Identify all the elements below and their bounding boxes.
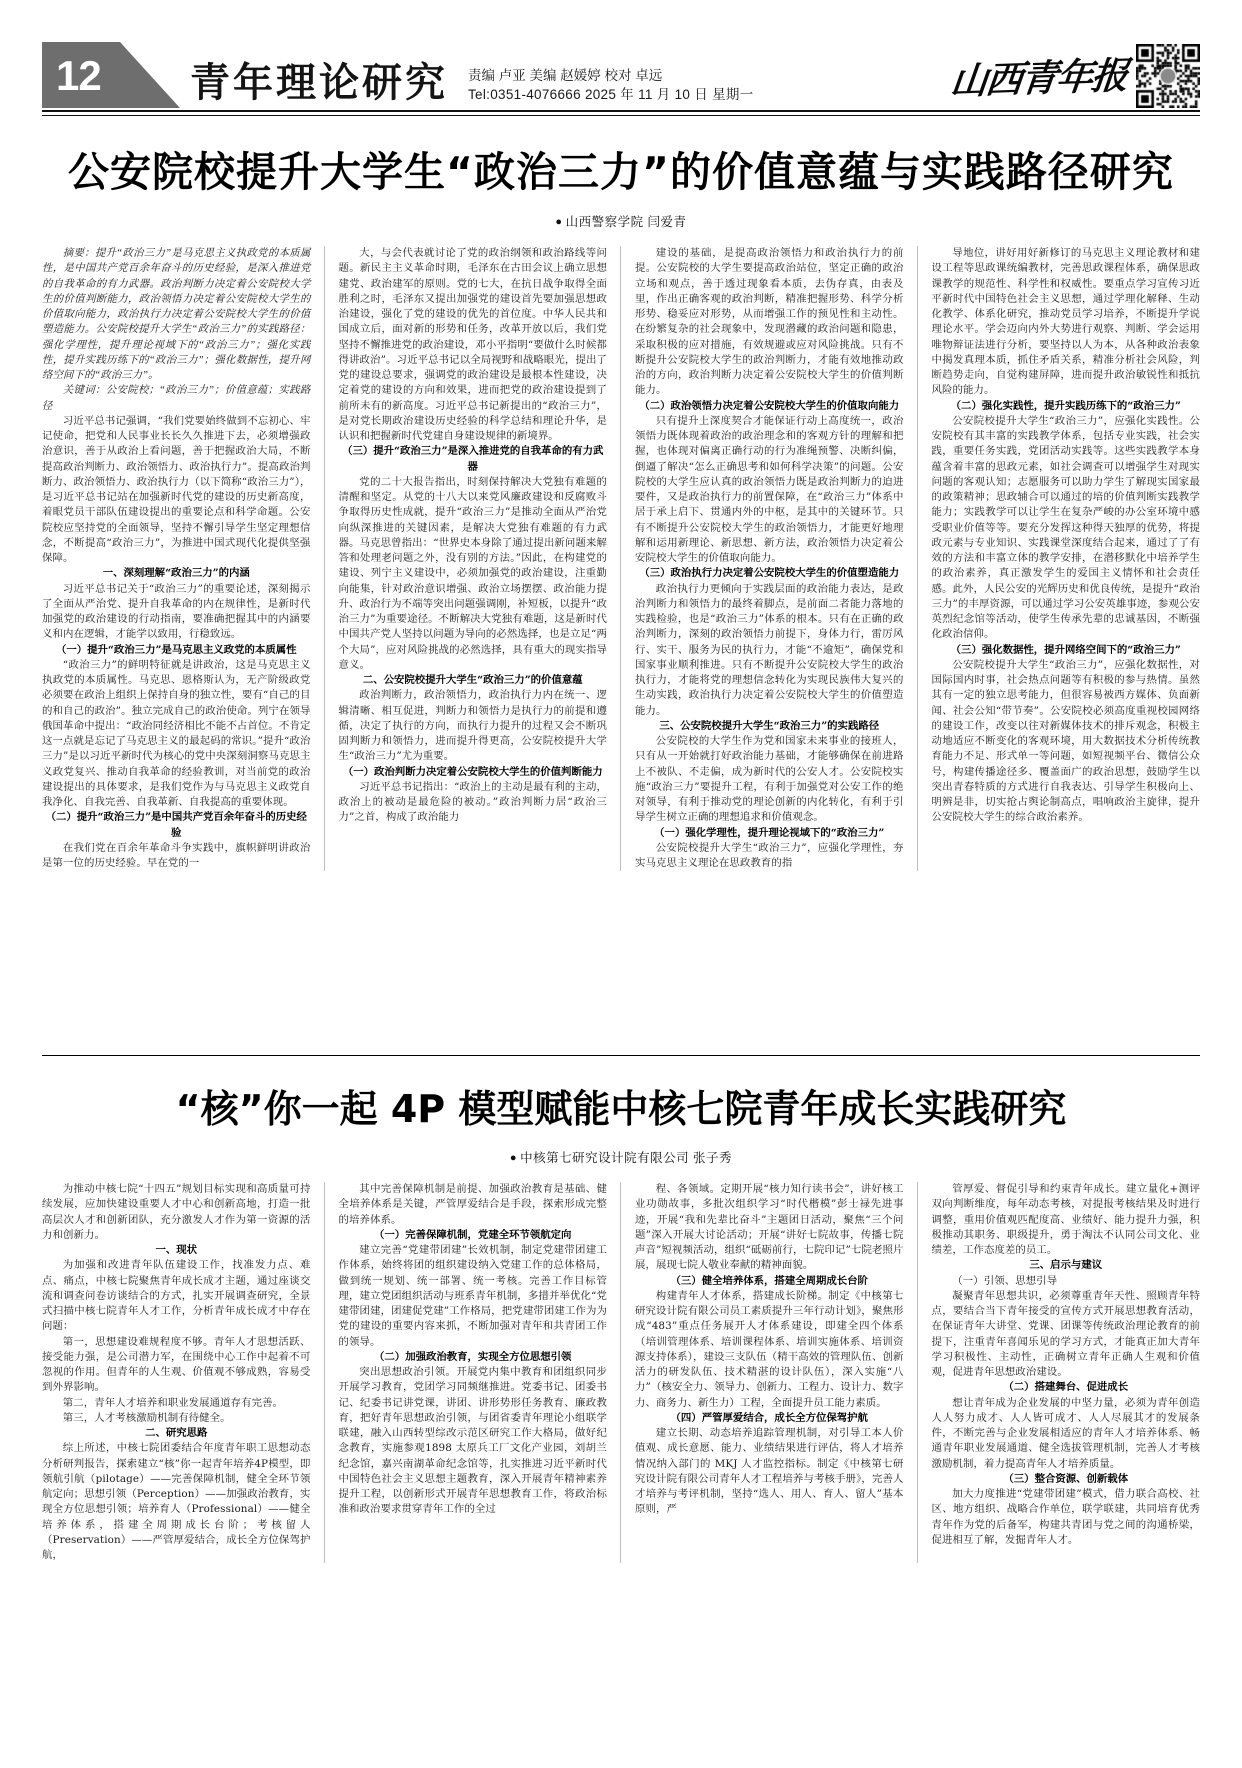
section-heading: （一）完善保障机制，党建全环节领航定向 xyxy=(374,1228,572,1241)
body-paragraph: （一）引领、思想引导 xyxy=(952,1274,1058,1287)
body-paragraph: 管厚爱、督促引导和约束青年成长。建立量化+测评双向判断维度，每年动态考核，对提报考核结果及时进行调整，重用价值观匹配度高、业绩好、能力提升力强，积极推动其职务、职级提升，勇于淘汰不认同公司文化、业绩差，工作态度差的员工。 xyxy=(931,1183,1200,1256)
abstract-paragraph: 关键词：公安院校；“政治三力”；价值意蕴；实践路径 xyxy=(42,385,311,412)
section-heading: （二）政治领悟力决定着公安院校大学生的价值取向能力 xyxy=(639,399,900,412)
section-heading: （一）政治判断力决定着公安院校大学生的价值判断能力 xyxy=(342,765,603,778)
article-1-headline: 公安院校提升大学生“政治三力”的价值意蕴与实践路径研究 xyxy=(68,148,1174,196)
masthead-divider-thick xyxy=(42,110,1200,112)
text-column xyxy=(635,1182,904,1563)
section-heading: 二、研究思路 xyxy=(145,1427,208,1439)
text-column xyxy=(339,246,608,871)
body-paragraph: 为加强和改进青年队伍建设工作，找准发力点、难点、痛点，中核七院聚焦青年成长成才主题，通过座谈交流和调查问卷访谈结合的方式，扎实开展调查研究，全景式扫描中核七院青年人才工作，分析青年成长成才中存在问题： xyxy=(42,1259,311,1333)
body-paragraph: 程、各领域。定期开展“核力知行读书会”，讲好核工业功勋故事，多批次组织学习“时代楷模”彭士禄先进事迹，开展“我和先辈比奋斗”主题团日活动，聚焦“三个问题”深入开展大讨论活动；开展“讲好七院故事，传播七院声音”短视频活动，组织“砥砺前行，七院印记”七院老照片展，展现七院人敬业奉献的精神面貌。 xyxy=(635,1183,904,1272)
body-paragraph: 为推动中核七院“十四五”规划目标实现和高质量可持续发展，应加快建设重要人才中心和创新高地，打造一批高层次人才和创新团队，充分激发人才作为第一资源的活力和创新力。 xyxy=(42,1183,311,1241)
body-paragraph: 公安院校提升大学生“政治三力”，应强化学理性，夯实马克思主义理论在思政教育的指 xyxy=(635,841,904,869)
body-paragraph: 第二，青年人才培养和职业发展通道存有完善。 xyxy=(62,1396,284,1409)
section-heading: 一、深刻理解“政治三力”的内涵 xyxy=(102,567,250,580)
body-paragraph: 建立完善“党建带团建”长效机制，制定党建带团建工作体系，始终将团的组织建设纳入党建工作的总体格局，做到统一规划、统一部署、统一考核。完善工作目标管理，建立党团组织活动与班系青年机制，多措并举优化“党建带团建，团建促党建”工作格局，把党建带团建工作为为党的建设的重要内容来抓，不断加强对青年和共青团工作的领导。 xyxy=(338,1244,607,1348)
masthead-divider-thin xyxy=(42,115,1200,116)
body-paragraph: 第一，思想建设难规程度不够。青年人才思想活跃、接受能力强，是公司潜力军，在围绕中心工作中起着不可忽视的作用。但青年的人生观、价值观不够成熟，容易受到外界影响。 xyxy=(42,1335,311,1394)
article-1 xyxy=(42,128,1200,871)
section-heading: （三）政治执行力决定着公安院校大学生的价值塑造能力 xyxy=(639,567,900,580)
body-paragraph: 党的二十大报告指出，时刻保持解决大党独有难题的清醒和坚定。从党的十八大以来党风廉政建设和反腐败斗争取得历史性成就，提升“政治三力”是推动全面从严治党向纵深推进的关键因素，是解决大党独有难题的有力武器。马克思曾指出：“世界史本身除了通过提出新问题来解答和处理老问题之外，没有别的方法。”因此，在构建党的建设、列宁主义建设中，必须加强党的政治建设，注重勤向能集，针对政治意识增强、政治立场摆摆、政治能力提升、政治行为不端等突出问题强调刚，补短板，以提升“政治三力”为重要途径。不断解决大党独有难题，这是新时代中国共产党人坚持以问题为导向的必然选择，也是立足“两个大局”，应对风险挑战的必然选择，具有重大的现实指导意义。 xyxy=(338,475,607,671)
body-paragraph: 想让青年成为企业发展的中坚力量，必须为青年创造人人努力成才、人人皆可成才、人人尽展其才的发展条件，不断完善与企业发展相适应的青年人才培养体系、畅通青年职业发展通道、健全选拔管理机制，完善人才考核激励机制，着力提高青年人才培养质量。 xyxy=(931,1396,1200,1470)
text-column xyxy=(42,1182,311,1563)
section-title: 青年理论研究 xyxy=(190,59,448,106)
body-paragraph: 公安院校的大学生作为党和国家未来事业的接班人，只有从一开始就打好政治能力基础，才能够确保在前进路上不被队、不走偏，成为新时代的公安人才。公安院校实施“政治三力”要提升工程，有利于加强党对公安工作的绝对领导，有利于推动党的理论创新的内化转化，有利于引导学生树立正确的理想追求和价值观念。 xyxy=(635,735,904,824)
page-number-badge xyxy=(42,42,180,108)
credits-contact-date: Tel:0351-4076666 2025 年 11 月 10 日 星期一 xyxy=(468,87,754,102)
body-paragraph: 政治执行力更倾向于实践层面的政治能力表达，是政治判断力和领悟力的最终着脚点，是前面二者能力落地的实践检验，也是“政治三力”体系的根本。只有在正确的政治判断力，深刻的政治领悟力前提下，身体力行，雷厉风行、实干、服务为民的执行力，才能“不逾矩”，确保党和国家事业顺利推进。只有不断提升公安院校大学生的政治执行力，才能将党的理想信念转化为实现民族伟大复兴的生动实践，政治执行力决定着公安院校大学生的价值塑造能力。 xyxy=(635,582,904,717)
masthead xyxy=(42,30,1200,108)
body-paragraph: 只有提升上深度契合才能保证行动上高度统一，政治领悟力既体现着政治的政治理念和的客观方针的理解和把握，也体现对偏离正确行动的行为准绳预警、决断纠偏，倒逼了解决“怎么正确思考和如何科学决策”的问题。公安院校的大学生应认真的政治领悟力既是政治判断力的迫进要件，又是政治执行力的前置保障，在“政治三力”体系中居于承上启下、贯通内外的中枢，是其中的关键环节。只有不断提升公安院校大学生的政治领悟力，才能更好地理解和运用新理论、新思想、新方法，政治领悟力决定着公安院校大学生的价值取向能力。 xyxy=(635,414,904,564)
article-2-author: 中核第七研究设计院有限公司 张子秀 xyxy=(520,1151,733,1165)
section-heading: 一、现状 xyxy=(155,1244,198,1256)
section-heading: （三）健全培养体系，搭建全周期成长台阶 xyxy=(670,1274,868,1287)
article-1-author: 山西警察学院 闫爱青 xyxy=(565,215,687,229)
section-heading: （三）强化数据性，提升网络空间下的“政治三力” xyxy=(950,643,1181,656)
article-2-headline: “核”你一起 4P 模型赋能中核七院青年成长实践研究 xyxy=(175,1087,1067,1131)
abstract-paragraph: 摘要：提升“政治三力”是马克思主义执政党的本质属性，是中国共产党百余年奋斗的历史经验，是深入推进党的自我革命的有力武器。政治判断力决定着公安院校大学生的价值判断能力，政治领悟力决定着公安院校大学生的价值取向能力，政治执行力决定着公安院校大学生的价值塑造能力。公安院校提升大学生“政治三力”的实践路径：强化学理性，提升理论视域下的“政治三力”；强化实践性，提升实践历练下的“政治三力”；强化数据性，提升网络空间下的“政治三力”。 xyxy=(42,248,311,381)
body-paragraph: 在我们党在百余年革命斗争实践中，旗帜鲜明讲政治是第一位的历史经验。早在党的一 xyxy=(42,841,311,869)
credits-editors: 责编 卢亚 美编 赵媛婷 校对 卓远 xyxy=(468,68,663,83)
text-column xyxy=(635,246,904,871)
section-heading: （三）整合资源、创新载体 xyxy=(1003,1472,1129,1485)
body-paragraph: 习近平总书记关于“政治三力”的重要论述，深刻揭示了全面从严治党、提升自我革命的内在规律性，是新时代加强党的政治建设的行动指南，要准确把握其中的内涵要义和内在逻辑，才能学以致用，行稳致远。 xyxy=(42,582,311,641)
body-paragraph: “政治三力”的鲜明特征就是讲政治，这是马克思主义执政党的本质属性。马克思、恩格斯认为，无产阶级政党必须要在政治上组织上保持自身的独立性，要有“自己的目的和自己的政治”。独立完成自己的政治使命。列宁在领导俄国革命中提出：“政治同经济相比不能不占首位。不肯定这一点就是忘记了马克思主义的最起码的常识。”提升“政治三力”是以习近平新时代为核心的党中央深刻洞察马克思主义政党复兴、推动自我革命的经验教训，对当前党的政治建设提出的具体要求，是我们党作为与马克思主义政党自我净化、自我完善、自我革新、自我提高的重要体现。 xyxy=(42,658,311,808)
article-2 xyxy=(42,1055,1200,1563)
section-heading: 三、启示与建议 xyxy=(1029,1259,1103,1272)
section-heading: 二、公安院校提升大学生“政治三力”的价值意蕴 xyxy=(362,674,583,686)
byline-bullet-icon: ● xyxy=(509,1152,518,1164)
section-heading: （一）强化学理性，提升理论视域下的“政治三力” xyxy=(654,826,885,839)
article-1-columns xyxy=(42,246,1200,871)
section-heading: （三）提升“政治三力”是深入推进党的自我革命的有力武器 xyxy=(342,445,604,473)
section-heading: （二）加强政治教育，实现全方位思想引领 xyxy=(374,1350,572,1363)
body-paragraph: 公安院校提升大学生“政治三力”，应强化数据性，对国际国内时事，社会热点问题等有积极的参与热情。虽然其有一定的独立思考能力，但很容易被西方媒体、负面新闻、社会公知“带节奏”。公安院校必须高度重视校园网络的建设工作，改变以往对新媒体技术的排斥观念，积极主动地适应不断变化的客观环境，用大数据技术分析传统教育能力不足、形式单一等问题，如短视频平台、微信公众号，构建传播途径多、覆盖面广的政治思想，鼓励学生以突出青春特质的方式进行自我表达、引导学生积极向上、明辨是非，切实抢占舆论制高点，唱响政治主旋律，提升公安院校大学生的综合政治素养。 xyxy=(931,658,1200,824)
section-heading: 三、公安院校提升大学生“政治三力”的实践路径 xyxy=(659,719,880,732)
body-paragraph: 加大力度推进“党建带团建”模式，借力联合高校、社区、地方组织、战略合作单位，联学联建，共同培育优秀青年作为党的后备军，构建共青团与党之间的沟通桥梁，促进相互了解，发掘青年人才。 xyxy=(931,1488,1200,1546)
body-paragraph: 大，与会代表就讨论了党的政治纲领和政治路线等问题。新民主主义革命时期，毛泽东在古田会议上确立思想建党、政治建军的原则。党的七大，在抗日战争取得全面胜利之时，毛泽东又提出加强党的建设首先要加强思想政治建设，强化了党的建设的优先的首位度。中华人民共和国成立后，面对新的形势和任务，改革开放以后，我们党坚持不懈推进党的政治建设，邓小平指明“要做什么时候都得讲政治”。习近平总书记以全局视野和战略眼光，提出了党的建设总要求，强调党的政治建设是最根本性建设，决定着党的建设的方向和效果，进而把党的政治建设提到了前所未有的新高度。习近平总书记新提出的“政治三力”，是对党长期政治建设历史经验的科学总结和理论升华，是认识和把握新时代党建自身建设规律的新境界。 xyxy=(338,247,607,442)
text-column xyxy=(339,1182,608,1563)
text-column xyxy=(932,246,1201,871)
body-paragraph: 第三，人才考核激励机制有待健全。 xyxy=(62,1411,231,1424)
article-1-byline xyxy=(42,212,1200,230)
section-heading: （四）严管厚爱结合，成长全方位保驾护航 xyxy=(670,1411,868,1424)
brand-logo: 山西青年报 xyxy=(948,52,1129,104)
body-paragraph: 突出思想政治引领。开展党内集中教育和团组织同步开展学习教育，党团学习同频继推进。党委书记、团委书记、纪委书记讲党课，讲团、讲形势形任务教育、廉政教育，把好青年思想政治引领，与团省委青年理论小组联学联建，融入山西转型综改示范区研究工作大格局，做好纪念教育，实施参观1898 太原兵工厂文化产业园，刘胡兰纪念馆，嘉兴南湖革命纪念馆等，扎实推进习近平新时代中国特色社会主义思想主题教育，深入开展青年精神素养提升工程，以创新形式开展青年思想教育工作，将政治标准和政治要求贯穿青年工作的全过 xyxy=(338,1366,607,1516)
section-heading: （二）提升“政治三力”是中国共产党百余年奋斗的历史经验 xyxy=(45,811,307,839)
body-paragraph: 习近平总书记强调，“我们党要始终做到不忘初心、牢记使命，把党和人民事业长长久久推进下去，必须增强政治意识，善于从政治上看问题，善于把握政治大局，不断提高政治判断力、政治领悟力、政治执行力”。提高政治判断力、政治领悟力、政治执行力（以下简称“政治三力”），是习近平总书记站在加强新时代党的建设的历史新高度，着眼党员干部队伍建设提出的重要论点和科学命题。公安院校应坚持党的全面领导，坚持不懈引导学生坚定理想信念，不断提高“政治三力”，为推进中国式现代化提供坚强保障。 xyxy=(42,414,311,564)
body-paragraph: 政治判断力，政治领悟力，政治执行力内在统一、逻辑清晰、相互促进，判断力和领悟力是执行力的前提和遵循，决定了执行的方向，而执行力提升的过程又会不断巩固判断力和领悟力，进而提升得更高，公安院校提升大学生“政治三力”尤为重要。 xyxy=(338,689,607,763)
qr-code[interactable] xyxy=(1136,44,1200,108)
body-paragraph: 凝聚青年思想共识，必须尊重青年天性、照顾青年特点，要结合当下青年接受的宣传方式开展思想教育活动，在保证青年大讲堂、党课、团课等传统政治理论教育的前提下，注重青年喜闻乐见的学习方式，才能真正加大青年学习积极性、主动性，正确树立青年正确人生观和价值观，促进青年思想政治建设。 xyxy=(931,1289,1200,1378)
section-heading: （一）提升“政治三力”是马克思主义政党的本质属性 xyxy=(55,643,297,656)
page-number-text: 12 xyxy=(56,52,101,99)
text-column xyxy=(42,246,311,871)
body-paragraph: 综上所述，中核七院团委结合年度青年职工思想动态分析研判报告，探索建立“核”你一起青年培养4P模型，即领航引航（pilotage）——完善保障机制，健全全环节领航定向；思想引领（Perception）——加强政治教育，实现全方位思想引领；培养育人（Professional）——健全培养体系，搭建全周期成长台阶；考核留人（Preservation）——严管厚爱结合，成长全方位保驾护航， xyxy=(42,1442,311,1561)
body-paragraph: 公安院校提升大学生“政治三力”，应强化实践性。公安院校有其丰富的实践教学体系，包括专业实践，社会实践，重要任务实践，党团活动实践等。这些实践教学本身蕴含着丰富的思政元素，如社会调查可以增强学生对现实问题的客观认知；志愿服务可以助力学生了解现实国家最的政策精神；思政辅合可以通过的培的价值判断实践教学能力；实践教学可以让学生在复杂严峻的办公室环境中感受职业价值等等。要充分发挥这种得天独厚的优势，将提政元素与专业知识、实践课堂深度结合起来，通过了了有效的方法和丰富立体的教学安排，在潜移默化中培养学生的政治素养，真正激发学生的爱国主义情怀和社会责任感。此外，人民公安的光辉历史和优良传统，是提升“政治三力”的丰厚资源，可以通过学习公安英雄事迹，参观公安英烈纪念馆等活动，使学生传承先辈的忠诚基因，不断强化政治信仰。 xyxy=(931,414,1200,641)
section-heading: （二）强化实践性，提升实践历练下的“政治三力” xyxy=(950,399,1181,412)
credits-block xyxy=(468,66,754,108)
article-2-byline xyxy=(42,1148,1200,1166)
section-heading: （二）搭建舞台、促进成长 xyxy=(1003,1381,1129,1394)
body-paragraph: 构建青年人才体系，搭建成长阶梯。制定《中核第七研究设计院有限公司员工素质提升三年行动计划》，聚焦形成“483”重点任务展开人才体系建设，即建全四个体系（培训管理体系、培训课程体系、培训实施体系、培训资源支持体系），建设三支队伍（精干高效的管理队伍、创新活力的研发队伍、技术精湛的设计队伍），深入实施“八力”（核安全力、领导力、创新力、工程力、设计力、数字力、商务力、新生力）工程，全面提升员工能力素质。 xyxy=(635,1289,904,1409)
byline-bullet-icon: ● xyxy=(555,216,563,228)
body-paragraph: 导地位，讲好用好新修订的马克思主义理论教材和建设工程等思政课统编教材，完善思政课程体系，确保思政课教学的规范性、科学性和权威性。要重点学习宣传习近平新时代中国特色社会主义思想，通过学理化解释、生动化教学、体系化研究，推动党员学习培养，不断提升学说理论水平。学会迈向内外大势进行观察、判断、学会运用唯物辩证法进行分析，要坚持以人为本，从各种政治表象中揭发真理本质，抓住矛盾关系，精准分析社会风险，判断趋势走向，自觉构建屏障，进而提升政治敏锐性和抵抗风险的能力。 xyxy=(931,247,1200,397)
body-paragraph: 建设的基础，是提高政治领悟力和政治执行力的前提。公安院校的大学生要提高政治站位，坚定正确的政治立场和观点，善于透过现象看本质，去伪存真，由表及里，作出正确客观的政治判断，精准把握形势、科学分析形势、稳妥应对形势，从而增强工作的预见性和主动性。在纷繁复杂的社会现象中，发现潜藏的政治问题和隐患，采取积极的应对措施，有效规避或应对风险挑战。只有不断提升公安院校大学生的政治判断力，才能有效地推动政治的方向，政治判断力决定着公安院校大学生的价值判断能力。 xyxy=(635,247,904,397)
body-paragraph: 其中完善保障机制是前提、加强政治教育是基础、健全培养体系是关键，严管厚爱结合是手段，探索形成完整的培养体系。 xyxy=(338,1183,607,1226)
body-paragraph: 建立长期、动态培养追踪管理机制，对引导工本人价值观、成长意愿、能力、业绩结果进行评估，将人才培养情况纳入部门的 MKJ 人才监控指标。制定《中核第七研究设计院有限公司青年人才工程培养与考核手册》，完善人才培养与考评机制，坚持“选人、用人、育人、留人”基本原则，严 xyxy=(635,1427,904,1516)
body-paragraph: 习近平总书记指出：“政治上的主动是最有利的主动，政治上的被动是最危险的被动。”政治判断力居“政治三力”之首，构成了政治能力 xyxy=(338,780,607,824)
text-column xyxy=(932,1182,1201,1563)
article-2-columns xyxy=(42,1182,1200,1563)
